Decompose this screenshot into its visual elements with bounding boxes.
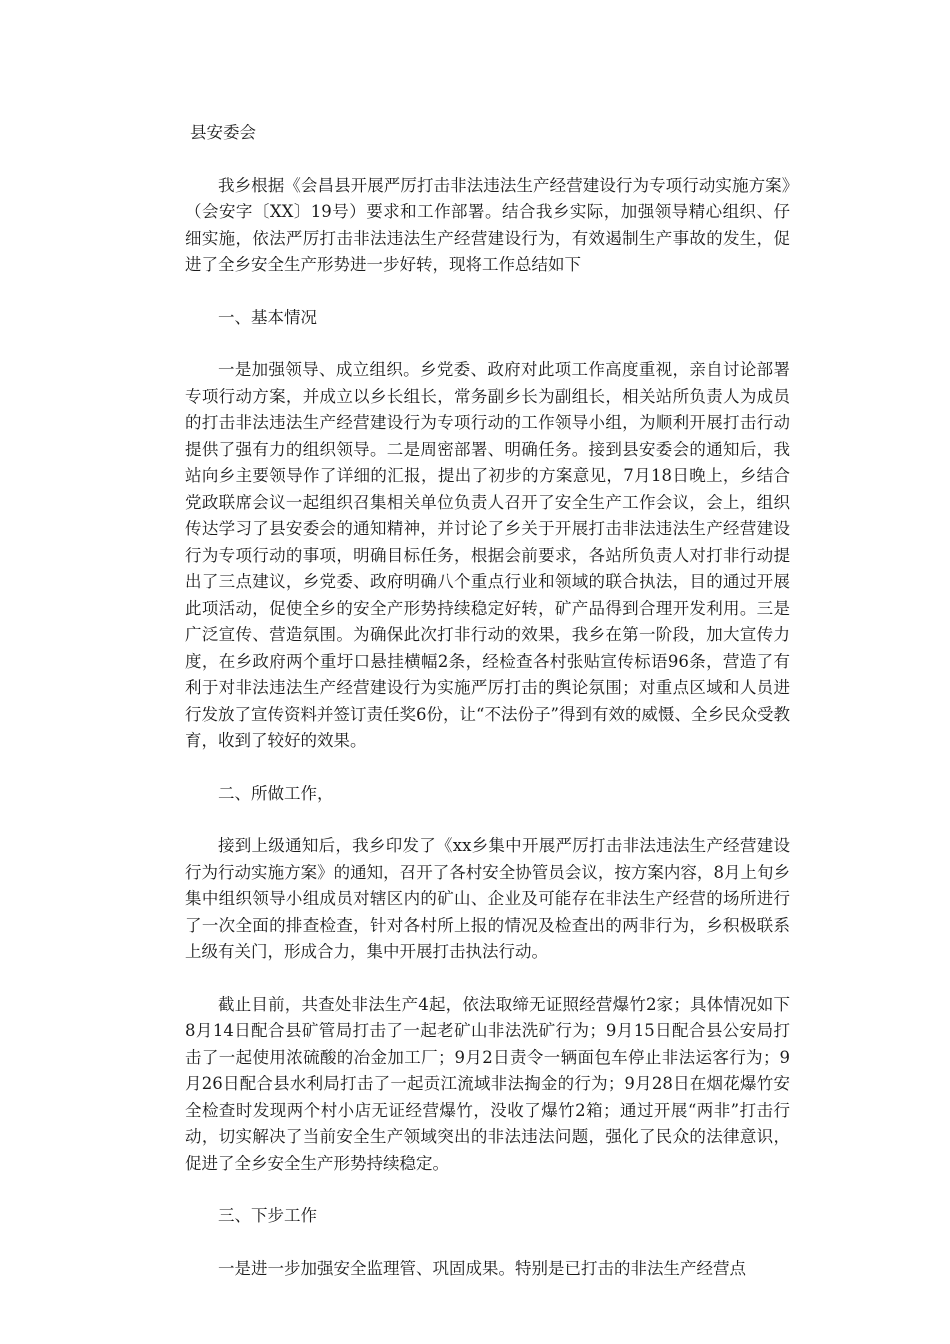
section-heading-next-steps: 三、下步工作 xyxy=(218,1206,317,1225)
salutation: 县安委会 xyxy=(190,123,256,142)
document-body xyxy=(185,120,790,1308)
section-work-done-body-2: 截止目前，共查处非法生产4起，依法取缔无证照经营爆竹2家；具体情况如下8月14日配合县矿管局打击了一起老矿山非法洗矿行为；9月15日配合县公安局打击了一起使用浓硫酸的冶金加工厂；9月2日责令一辆面包车停止非法运客行为；9月26日配合县水利局打击了一起贡江流域非法掏金的行为；9月28日在烟花爆竹安全检查时发现两个村小店无证经营爆竹，没收了爆竹2箱；通过开展“两非”打击行动，切实解决了当前安全生产领域突出的非法违法问题，强化了民众的法律意识，促进了全乡安全生产形势持续稳定。 xyxy=(185,994,790,1173)
section-work-done-body-1: 接到上级通知后，我乡印发了《xx乡集中开展严厉打击非法违法生产经营建设行为行动实施方案》的通知，召开了各村安全协管员会议，按方案内容，8月上旬乡集中组织领导小组成员对辖区内的矿山、企业及可能存在非法生产经营的场所进行了一次全面的排查检查，针对各村所上报的情况及检查出的两非行为，乡积极联系上级有关门，形成合力，集中开展打击执法行动。 xyxy=(185,836,790,961)
section-heading-work-done: 二、所做工作， xyxy=(218,783,334,803)
section-next-steps-body: 一是进一步加强安全监理管、巩固成果。特别是已打击的非法生产经营点 xyxy=(218,1258,746,1278)
intro-paragraph: 我乡根据《会昌县开展严厉打击非法违法生产经营建设行为专项行动实施方案》（会安字〔XX〕19号）要求和工作部署。结合我乡实际，加强领导精心组织、仔细实施，依法严厉打击非法违法生产经营建设行为，有效遏制生产事故的发生，促进了全乡安全生产形势进一步好转，现将工作总结如下 xyxy=(185,175,790,274)
section-heading-basic-situation: 一、基本情况 xyxy=(218,307,317,327)
section-basic-situation-body: 一是加强领导、成立组织。乡党委、政府对此项工作高度重视，亲自讨论部署专项行动方案，并成立以乡长组长，常务副乡长为副组长，相关站所负责人为成员的打击非法违法生产经营建设行为专项行动的工作领导小组，为顺利开展打击行动提供了强有力的组织领导。二是周密部署、明确任务。接到县安委会的通知后，我站向乡主要领导作了详细的汇报，提出了初步的方案意见，7月18日晚上，乡结合党政联席会议一起组织召集相关单位负责人召开了安全生产工作会议，会上，组织传达学习了县安委会的通知精神，并讨论了乡关于开展打击非法违法生产经营建设行为专项行动的事项，明确目标任务，根据会前要求，各站所负责人对打非行动提出了三点建议，乡党委、政府明确八个重点行业和领域的联合执法，目的通过开展此项活动，促使全乡的安全产形势持续稳定好转，矿产品得到合理开发利用。三是广泛宣传、营造氛围。为确保此次打非行动的效果，我乡在第一阶段，加大宣传力度，在乡政府两个重圩口悬挂横幅2条，经检查各村张贴宣传标语96条，营造了有利于对非法违法生产经营建设行为实施严厉打击的舆论氛围；对重点区域和人员进行发放了宣传资料并签订责任奖6份，让“不法份子”得到有效的威慑、全乡民众受教育，收到了较好的效果。 xyxy=(185,360,790,750)
